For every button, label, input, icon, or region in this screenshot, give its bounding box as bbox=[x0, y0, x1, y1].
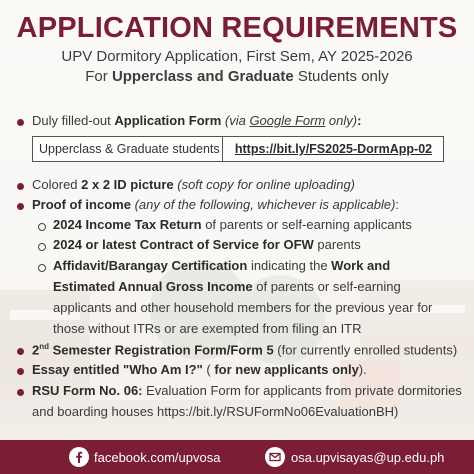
requirement-rsu-form-line-2: and boarding houses https://bit.ly/RSUFormNo06EvaluationBH) bbox=[32, 404, 399, 419]
bullet bbox=[17, 183, 24, 190]
bullet bbox=[17, 348, 24, 355]
sub-bullet bbox=[38, 264, 46, 272]
subtitle-line-1: UPV Dormitory Application, First Sem, AY 2025-2026 bbox=[61, 48, 413, 65]
affidavit-item-line-1: Affidavit/Barangay Certification indicating the Work and bbox=[53, 258, 391, 273]
income-tax-return-item: 2024 Income Tax Return of parents or self-earning applicants bbox=[53, 217, 412, 232]
affidavit-item-line-4: those without ITRs or are exempted from filing an ITR bbox=[53, 321, 362, 336]
bullet bbox=[17, 389, 24, 396]
sub-bullet bbox=[38, 223, 46, 231]
requirement-application-form: Duly filled-out Application Form (via Google Form only): bbox=[32, 113, 362, 128]
email-link[interactable]: osa.upvisayas@up.edu.ph bbox=[291, 450, 445, 465]
affidavit-item-line-3: applicants and other household members for the previous year for bbox=[53, 300, 433, 315]
contract-of-service-item: 2024 or latest Contract of Service for OFW parents bbox=[53, 237, 361, 252]
requirement-id-picture: Colored 2 x 2 ID picture (soft copy for online uploading) bbox=[32, 177, 356, 192]
facebook-icon[interactable] bbox=[69, 447, 89, 467]
page-title: APPLICATION REQUIREMENTS bbox=[16, 12, 458, 44]
requirement-rsu-form-line-1: RSU Form No. 06: Evaluation Form for applicants from private dormitories bbox=[32, 383, 462, 398]
requirement-registration-form: 2nd Semester Registration Form/Form 5 (for currently enrolled students) bbox=[32, 342, 458, 358]
application-link-table bbox=[32, 136, 444, 162]
bullet bbox=[17, 203, 24, 210]
facebook-link[interactable]: facebook.com/upvosa bbox=[94, 450, 221, 465]
table-label-cell: Upperclass & Graduate students bbox=[33, 137, 223, 161]
requirement-proof-of-income: Proof of income (any of the following, whichever is applicable): bbox=[32, 197, 400, 212]
sub-bullet bbox=[38, 243, 46, 251]
envelope-icon[interactable] bbox=[265, 447, 285, 467]
bullet bbox=[17, 119, 24, 126]
subtitle-line-2: For Upperclass and Graduate Students only bbox=[85, 68, 389, 85]
application-form-link[interactable]: https://bit.ly/FS2025-DormApp-02 bbox=[234, 142, 433, 156]
affidavit-item-line-2: Estimated Annual Gross Income of parents or self-earning bbox=[53, 279, 401, 294]
google-form-link[interactable]: Google Form bbox=[249, 113, 326, 128]
requirement-essay: Essay entitled "Who Am I?" ( for new applicants only). bbox=[32, 362, 367, 377]
bullet bbox=[17, 368, 24, 375]
